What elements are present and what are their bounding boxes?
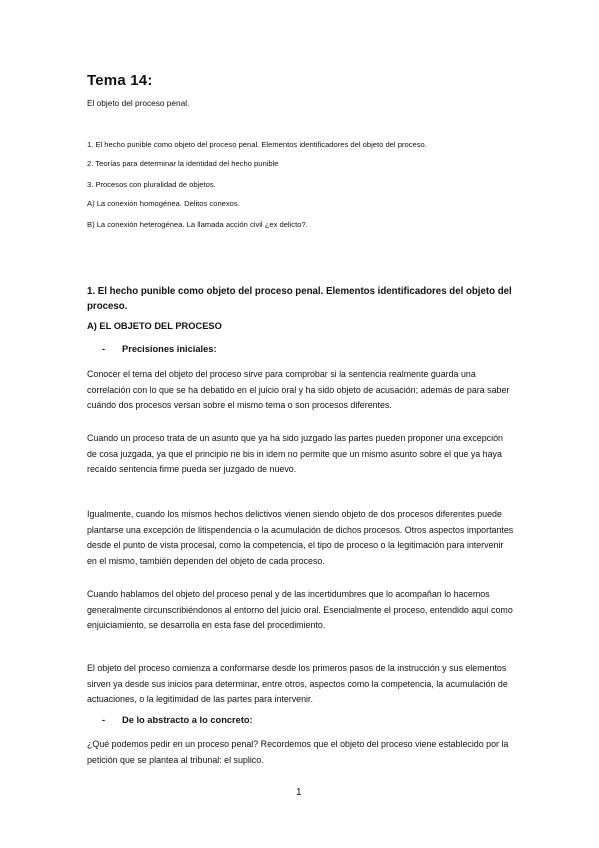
- paragraph: ¿Qué podemos pedir en un proceso penal? Recordemos que el objeto del proceso viene establecido por la petición que se plantea al tribunal: el suplico.: [87, 739, 509, 765]
- toc-item: B) La conexión heterogénea. La llamada acción civil ¿ex delicto?.: [87, 220, 308, 229]
- paragraph: Conocer el tema del objeto del proceso sirve para comprobar si la sentencia realmente guarda una correlación con lo que se ha debatido en el juicio oral y ha sido objeto de acusación; además de para saber cuándo dos procesos versan sobre el mismo tema o son procesos diferentes.: [87, 369, 510, 410]
- page-number: 1: [296, 787, 302, 798]
- bullet-dash: -: [102, 344, 106, 354]
- bullet-label: De lo abstracto a lo concreto:: [122, 715, 253, 725]
- paragraph: Cuando hablamos del objeto del proceso penal y de las incertidumbres que lo acompañan lo hacemos generalmente circunscribiéndonos al entorno del juicio oral. Esencialmente el proceso, entendido aquí como enjuiciamiento, se desarrolla en esta fase del procedimiento.: [87, 589, 513, 630]
- page-title: Tema 14:: [87, 72, 153, 89]
- section-heading: 1. El hecho punible como objeto del proceso penal. Elementos identificadores del objeto del proceso.: [87, 286, 512, 312]
- bullet-heading-abstracto: [102, 715, 253, 725]
- toc-item: 2. Teorías para determinar la identidad del hecho punible: [87, 159, 279, 168]
- page-subtitle: El objeto del proceso penal.: [87, 98, 190, 108]
- paragraph: Igualmente, cuando los mismos hechos delictivos vienen siendo objeto de dos procesos diferentes puede plantarse una excepción de litispendencia o la acumulación de dichos procesos. Otros aspectos importantes desde el punto de vista procesal, como la competencia, el tipo de proceso o la legitimación para intervenir en el mismo, también dependen del objeto de cada proceso.: [87, 509, 514, 566]
- bullet-dash: -: [102, 715, 106, 725]
- subsection-heading: A) EL OBJETO DEL PROCESO: [87, 321, 222, 331]
- bullet-label: Precisiones iniciales:: [122, 344, 217, 354]
- paragraph: El objeto del proceso comienza a conformarse desde los primeros pasos de la instrucción y sus elementos sirven ya desde sus inicios para determinar, entre otros, aspectos como la competencia, la acumulación de actuaciones, o la legitimidad de las partes para intervenir.: [87, 663, 508, 704]
- toc-item: A) La conexión homogénea. Delitos conexos.: [87, 199, 240, 208]
- toc-item: 3. Procesos con pluralidad de objetos.: [87, 180, 216, 189]
- paragraph: Cuando un proceso trata de un asunto que ya ha sido juzgado las partes pueden proponer una excepción de cosa juzgada, ya que el principio ne bis in idem no permite que un mismo asunto sobre el que ya haya recaído sentencia firme pueda ser juzgado de nuevo.: [87, 433, 503, 474]
- toc-item: 1. El hecho punible como objeto del proceso penal. Elementos identificadores del objeto del proceso.: [87, 140, 427, 149]
- bullet-heading-precisiones: [102, 344, 217, 354]
